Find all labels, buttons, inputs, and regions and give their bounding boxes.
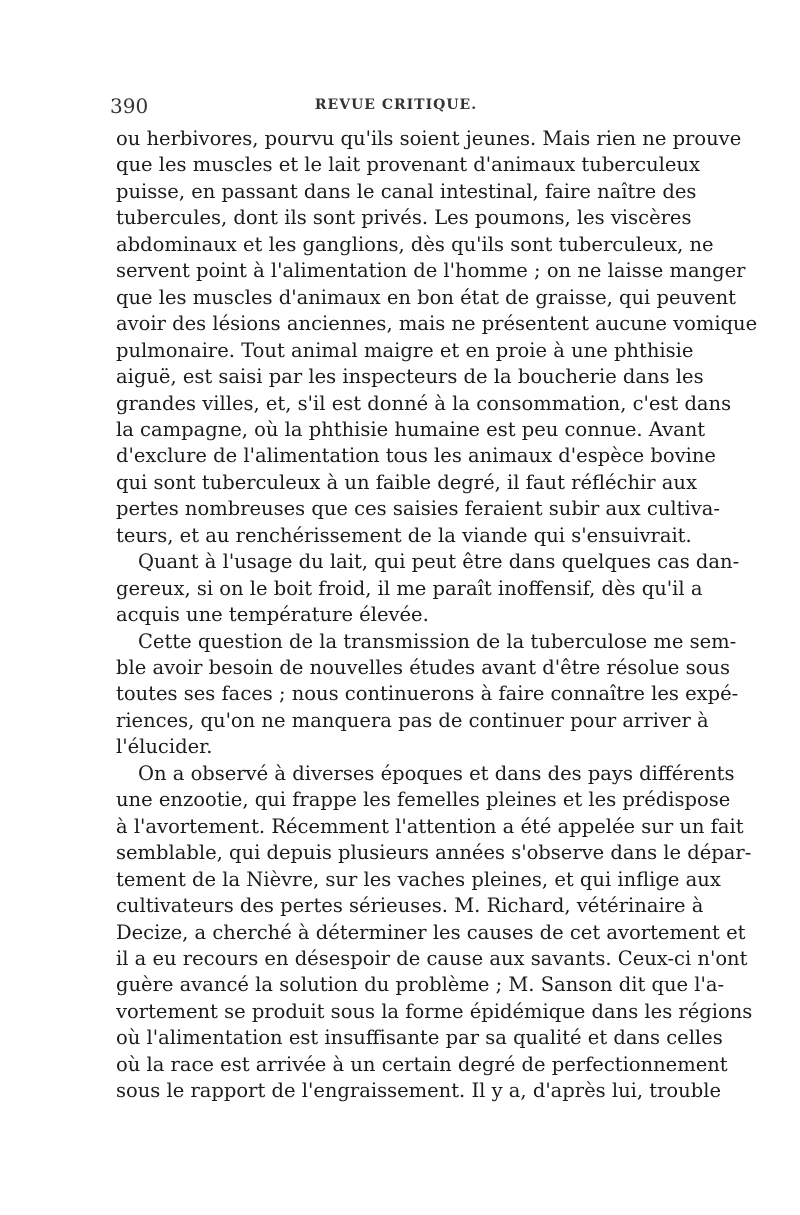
text-line: que les muscles d'animaux en bon état de graisse, qui peuvent	[116, 285, 737, 309]
text-line: riences, qu'on ne manquera pas de continuer pour arriver à	[116, 708, 709, 732]
text-line: à l'avortement. Récemment l'attention a été appelée sur un fait	[116, 814, 744, 838]
text-line: guère avancé la solution du problème ; M. Sanson dit que l'a-	[116, 973, 725, 997]
text-line: pertes nombreuses que ces saisies feraient subir aux cultiva-	[116, 497, 720, 521]
text-line: servent point à l'alimentation de l'homme ; on ne laisse manger	[116, 259, 746, 283]
text-line: teurs, et au renchérissement de la viande qui s'ensuivrait.	[116, 523, 692, 547]
text-line: l'élucider.	[116, 735, 213, 759]
text-line: tement de la Nièvre, sur les vaches pleines, et qui inflige aux	[116, 867, 721, 891]
text-line: Decize, a cherché à déterminer les causes de cet avortement et	[116, 920, 746, 944]
page-number: 390	[110, 94, 149, 118]
text-line: grandes villes, et, s'il est donné à la consommation, c'est dans	[116, 391, 732, 415]
text-line: puisse, en passant dans le canal intestinal, faire naître des	[116, 179, 697, 203]
text-line: pulmonaire. Tout animal maigre et en proie à une phthisie	[116, 338, 694, 362]
text-line: ou herbivores, pourvu qu'ils soient jeunes. Mais rien ne prouve	[116, 127, 742, 150]
text-line: Quant à l'usage du lait, qui peut être dans quelques cas dan-	[138, 550, 740, 574]
text-line: On a observé à diverses époques et dans des pays différents	[138, 761, 735, 785]
text-line: une enzootie, qui frappe les femelles pleines et les prédispose	[116, 788, 731, 812]
text-line: la campagne, où la phthisie humaine est peu connue. Avant	[116, 417, 706, 441]
running-title: REVUE CRITIQUE.	[314, 97, 478, 113]
text-line: sous le rapport de l'engraissement. Il y a, d'après lui, trouble	[116, 1079, 721, 1103]
text-line: où l'alimentation est insuffisante par sa qualité et dans celles	[116, 1026, 723, 1050]
text-line: d'exclure de l'alimentation tous les animaux d'espèce bovine	[116, 444, 716, 468]
text-line: abdominaux et les ganglions, dès qu'ils sont tuberculeux, ne	[116, 232, 714, 256]
text-line: aiguë, est saisi par les inspecteurs de la boucherie dans les	[116, 365, 704, 389]
text-line: tubercules, dont ils sont privés. Les poumons, les viscères	[116, 206, 692, 230]
text-line: acquis une température élevée.	[116, 603, 429, 627]
text-line: ble avoir besoin de nouvelles études avant d'être résolue sous	[116, 656, 730, 679]
text-line: qui sont tuberculeux à un faible degré, il faut réfléchir aux	[116, 470, 697, 494]
text-line: avoir des lésions anciennes, mais ne présentent aucune vomique	[116, 312, 758, 336]
text-line: toutes ses faces ; nous continuerons à faire connaître les expé-	[116, 682, 739, 706]
page-header	[110, 94, 682, 118]
text-line: gereux, si on le boit froid, il me paraît inoffensif, dès qu'il a	[116, 576, 703, 600]
text-line: semblable, qui depuis plusieurs années s'observe dans le dépar-	[116, 841, 752, 865]
text-line: où la race est arrivée à un certain degré de perfectionnement	[116, 1052, 728, 1076]
text-line: que les muscles et le lait provenant d'animaux tuberculeux	[116, 153, 700, 177]
text-line: cultivateurs des pertes sérieuses. M. Richard, vétérinaire à	[116, 894, 704, 918]
text-line: il a eu recours en désespoir de cause aux savants. Ceux-ci n'ont	[116, 946, 748, 970]
text-line: Cette question de la transmission de la tuberculose me sem-	[138, 629, 737, 653]
text-line: vortement se produit sous la forme épidémique dans les régions	[116, 999, 753, 1023]
